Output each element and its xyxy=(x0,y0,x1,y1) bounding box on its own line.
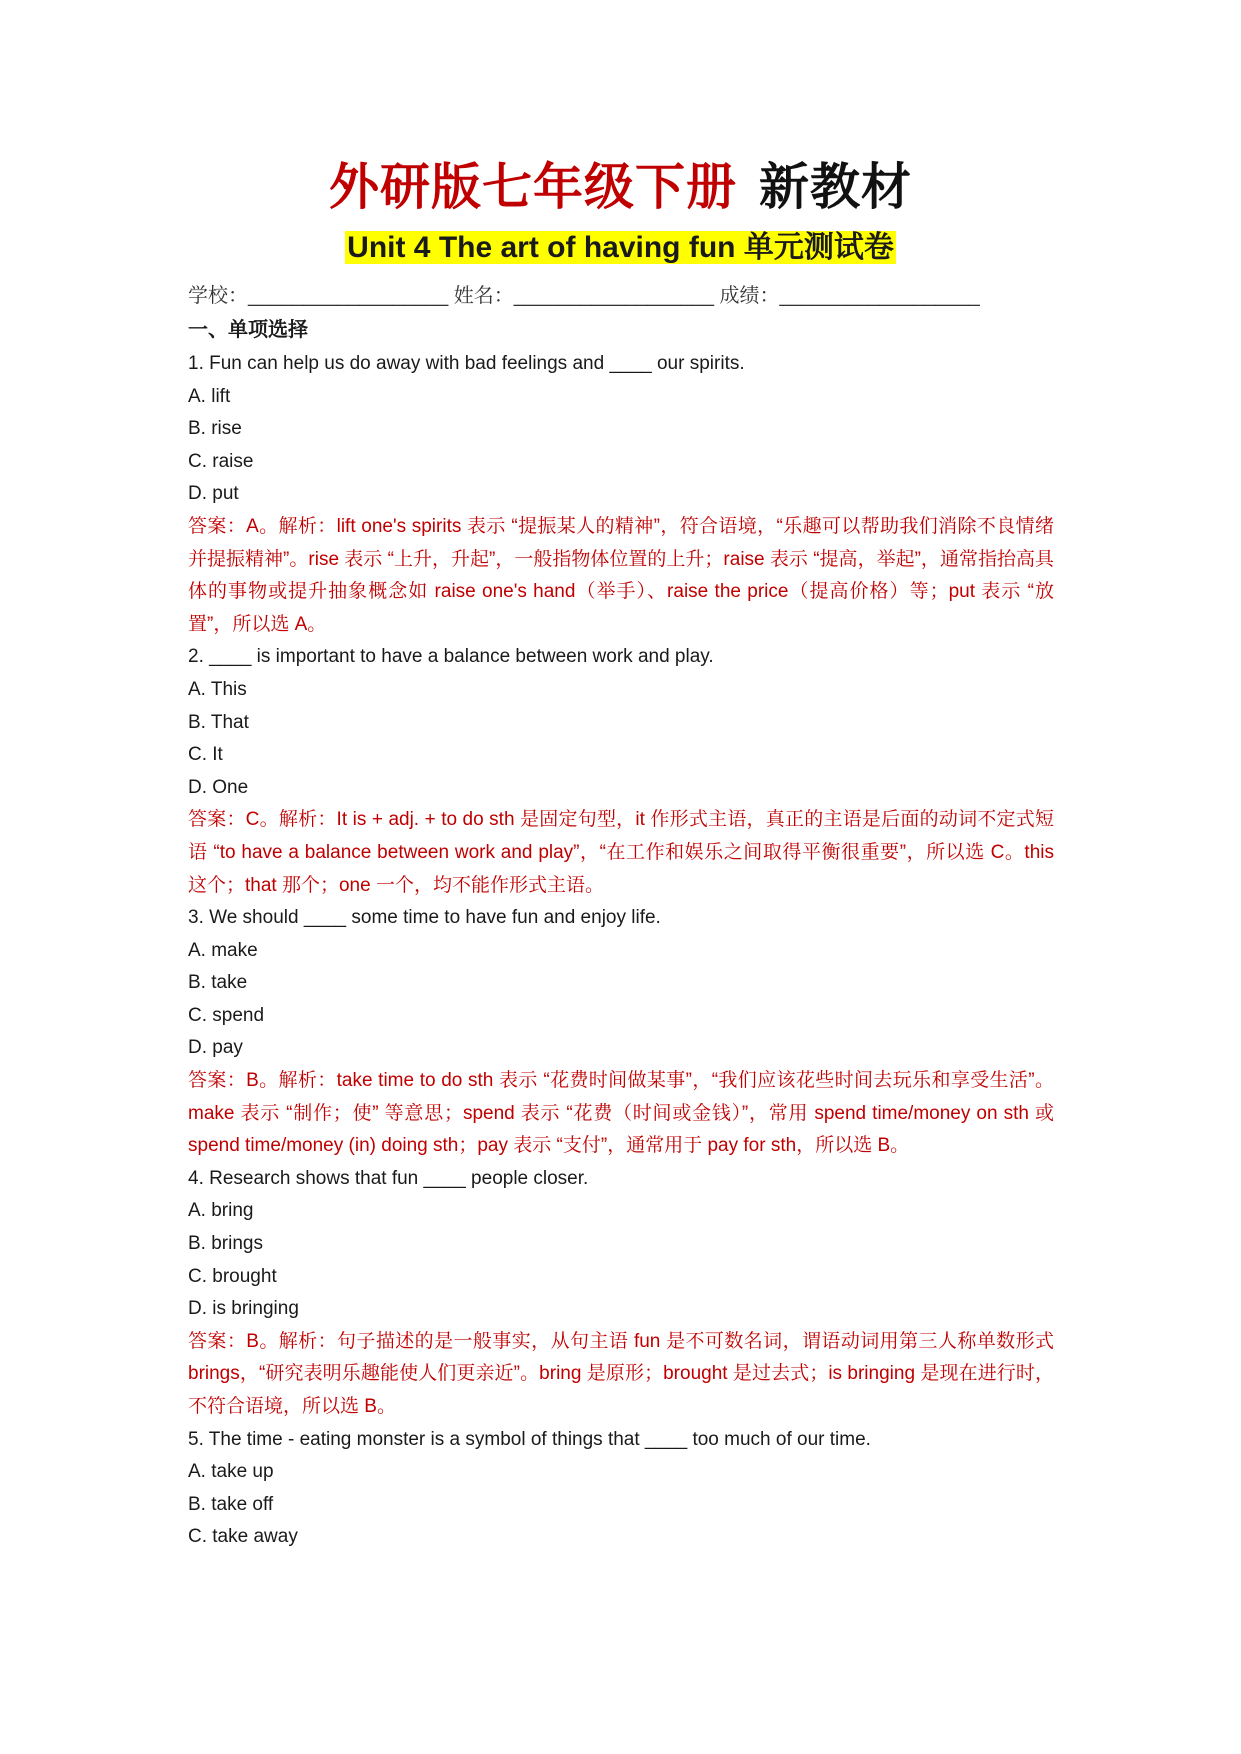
question-option: C. raise xyxy=(188,450,254,472)
question-option: A. lift xyxy=(188,385,231,407)
question-stem: 3. We should ____ some time to have fun and enjoy life. xyxy=(188,907,661,929)
question-stem: 5. The time - eating monster is a symbol of things that ____ too much of our time. xyxy=(188,1428,871,1450)
answer-explanation: 答案：B。解析：句子描述的是一般事实，从句主语 fun 是不可数名词，谓语动词用第三人称单数形式 brings，“研究表明乐趣能使人们更亲近”。bring 是原形；brought 是过去式；is bringing 是现在进行时，不符合语境，所以选 B。 xyxy=(188,1330,1054,1417)
document-title xyxy=(0,155,1241,219)
question-block xyxy=(188,1424,1054,1554)
question-list xyxy=(188,348,1054,1554)
question-block xyxy=(188,902,1054,1163)
question-option: D. put xyxy=(188,483,239,505)
question-option: B. take off xyxy=(188,1493,274,1515)
question-option: A. take up xyxy=(188,1461,274,1483)
question-option: B. take xyxy=(188,972,248,994)
subtitle-english: Unit 4 The art of having fun xyxy=(347,231,736,264)
subtitle-highlight xyxy=(345,231,896,264)
section-heading: 一、单项选择 xyxy=(188,319,308,341)
question-stem: 4. Research shows that fun ____ people closer. xyxy=(188,1167,589,1189)
question-block xyxy=(188,641,1054,902)
question-option: D. pay xyxy=(188,1037,243,1059)
question-option: C. It xyxy=(188,744,223,766)
question-stem: 1. Fun can help us do away with bad feelings and ____ our spirits. xyxy=(188,353,745,374)
question-option: D. One xyxy=(188,776,249,798)
subtitle-chinese: 单元测试卷 xyxy=(743,230,894,265)
question-block xyxy=(188,348,1054,641)
title-red-part: 外研版七年级下册 xyxy=(329,157,737,216)
answer-explanation: 答案：C。解析：It is + adj. + to do sth 是固定句型，it 作形式主语，真正的主语是后面的动词不定式短语 “to have a balance between work and play”，“在工作和娱乐之间取得平衡很重要”，所以选 C。this 这个；that 那个；one 一个，均不能作形式主语。 xyxy=(188,809,1054,896)
question-option: C. brought xyxy=(188,1265,277,1287)
question-stem: 2. ____ is important to have a balance between work and play. xyxy=(188,646,714,668)
question-option: B. rise xyxy=(188,418,242,440)
question-option: B. That xyxy=(188,711,249,733)
question-option: D. is bringing xyxy=(188,1298,299,1320)
question-option: A. bring xyxy=(188,1200,254,1222)
question-option: A. make xyxy=(188,939,258,961)
question-option: A. This xyxy=(188,678,247,700)
student-info-line: 学校：__________________ 姓名：__________________ 成绩：__________________ xyxy=(188,285,980,307)
question-option: C. spend xyxy=(188,1004,265,1026)
answer-explanation: 答案：A。解析：lift one's spirits 表示 “提振某人的精神”，符合语境，“乐趣可以帮助我们消除不良情绪并提振精神”。rise 表示 “上升，升起”，一般指物体位置的上升；raise 表示 “提高，举起”，通常指抬高具体的事物或提升抽象概念如 raise one's hand（举手）、raise the price（提高价格）等；put 表示 “放置”，所以选 A。 xyxy=(188,515,1054,635)
title-black-part: 新教材 xyxy=(759,157,912,216)
document-subtitle xyxy=(0,226,1241,270)
question-block xyxy=(188,1163,1054,1424)
answer-explanation: 答案：B。解析：take time to do sth 表示 “花费时间做某事”，“我们应该花些时间去玩乐和享受生活”。make 表示 “制作；使” 等意思；spend 表示 “花费（时间或金钱）”，常用 spend time/money on sth 或 spend time/money (in) doing sth；pay 表示 “支付”，通常用于 pay for sth，所以选 B。 xyxy=(188,1070,1054,1157)
document-body xyxy=(188,280,1054,1554)
question-option: C. take away xyxy=(188,1526,298,1548)
question-option: B. brings xyxy=(188,1233,263,1255)
